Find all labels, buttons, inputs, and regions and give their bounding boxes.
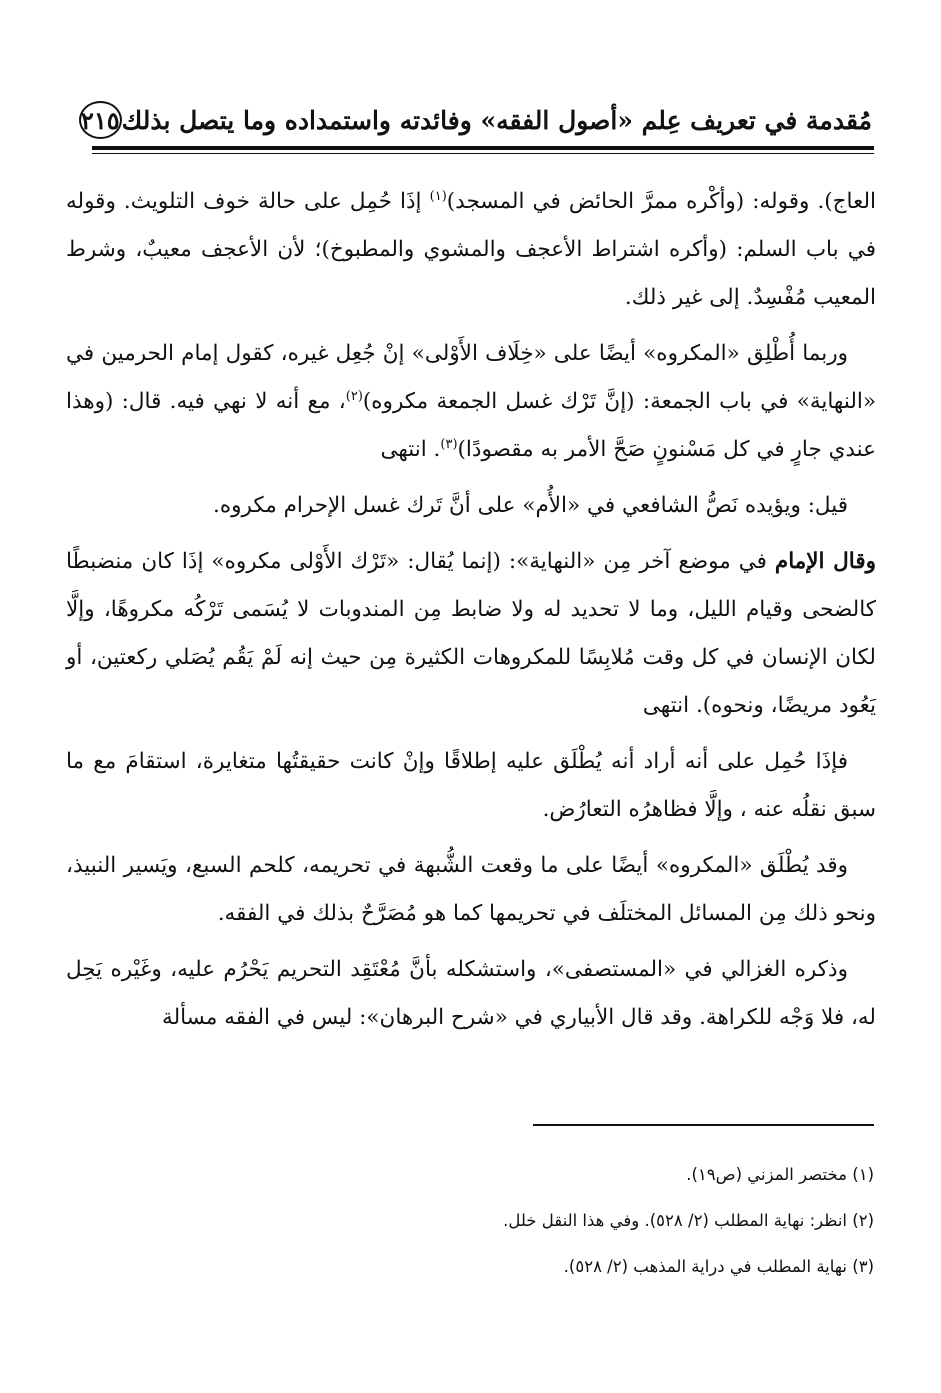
paragraph-text: فإذَا حُمِل على أنه أراد أنه يُطْلَق عليه إطلاقًا وإنْ كانت حقيقتُها متغايرة، استقامَ مع ما سبق نقلُه عنه ، وإلَّا فظاهرُه التعارُض. [66,749,876,822]
running-head [80,98,872,142]
footnote-ref-1: (١) [429,188,447,204]
paragraph-text: قيل: ويؤيده نَصُّ الشافعي في «الأُم» على أنَّ تَرك غسل الإحرام مكروه. [213,493,848,518]
header-rule-thick [92,146,874,150]
paragraph-6 [66,842,876,938]
body-text [66,178,876,1050]
paragraph-3 [66,482,876,530]
footnotes [66,1152,874,1290]
footnote-3: (٣) نهاية المطلب في دراية المذهب (٢/ ٥٢٨). [563,1257,874,1276]
paragraph-4 [66,538,876,730]
running-title: مُقدمة في تعريف عِلم «أصول الفقه» وفائدته واستمداده وما يتصل بذلك [121,105,872,135]
paragraph-2 [66,330,876,474]
paragraph-1 [66,178,876,322]
paragraph-lead: وقال الإمام [774,549,876,574]
footnote-ref-2: (٢) [345,388,363,404]
paragraph-text: في موضع آخر مِن «النهاية»: (إنما يُقال: «تَرْك الأَوْلى مكروه» إذَا كان منضبطًا كالضحى وقيام الليل، وما لا تحديد له ولا ضابط مِن المندوبات لا يُسَمى تَرْكُه مكروهًا، وإلَّا لكان الإنسان في كل وقت مُلابِسًا للمكروهات الكثيرة مِن حيث إنه لَمْ يَقُم يُصَلي ركعتين، أو يَعُود مريضًا، ونحوه). انتهى [66,549,876,718]
paragraph-text: وذكره الغزالي في «المستصفى»، واستشكله بأنَّ مُعْتَقِد التحريم يَحْرُم عليه، وغَيْره يَحِل له، فلا وَجْه للكراهة. وقد قال الأبياري في «شرح البرهان»: ليس في الفقه مسألة [66,957,876,1030]
page-number [79,101,122,139]
footnote-ref-3: (٣) [440,436,458,452]
paragraph-text: العاج). وقوله: (وأكْره ممرَّ الحائض في المسجد) [446,189,876,214]
paragraph-text: . انتهى [380,437,441,462]
paragraph-text: إذَا حُمِل على حالة خوف التلويث. وقوله في باب السلم: (وأكره اشتراط الأعجف والمشوي والمطبوخ)؛ لأن الأعجف معيبٌ، وشرط المعيب مُفْسِدٌ. إلى غير ذلك. [66,189,876,310]
paragraph-text: ، مع أنه لا نهي فيه. قال: (وهذا عندي جارٍ في كل مَسْنونٍ صَحَّ الأمر به مقصودًا) [66,389,876,462]
paragraph-5 [66,738,876,834]
paragraph-text: وربما أُطْلِق «المكروه» أيضًا على «خِلَاف الأَوْلى» إنْ جُعِل غيره، كقول إمام الحرمين في «النهاية» في باب الجمعة: (إنَّ تَرْك غسل الجمعة مكروه) [66,341,876,414]
page-number-text: ٢١٥ [80,105,120,135]
footnote-1: (١) مختصر المزني (ص١٩). [686,1165,874,1184]
paragraph-text: وقد يُطْلَق «المكروه» أيضًا على ما وقعت الشُّبهة في تحريمه، كلحم السبع، ويَسير النبيذ، ونحو ذلك مِن المسائل المختلَف في تحريمها كما هو مُصَرَّحٌ بذلك في الفقه. [66,853,876,926]
footnote-separator [533,1124,874,1126]
paragraph-7 [66,946,876,1042]
footnote-2: (٢) انظر: نهاية المطلب (٢/ ٥٢٨). وفي هذا النقل خلل. [503,1211,874,1230]
header-rule-thin [92,153,874,154]
